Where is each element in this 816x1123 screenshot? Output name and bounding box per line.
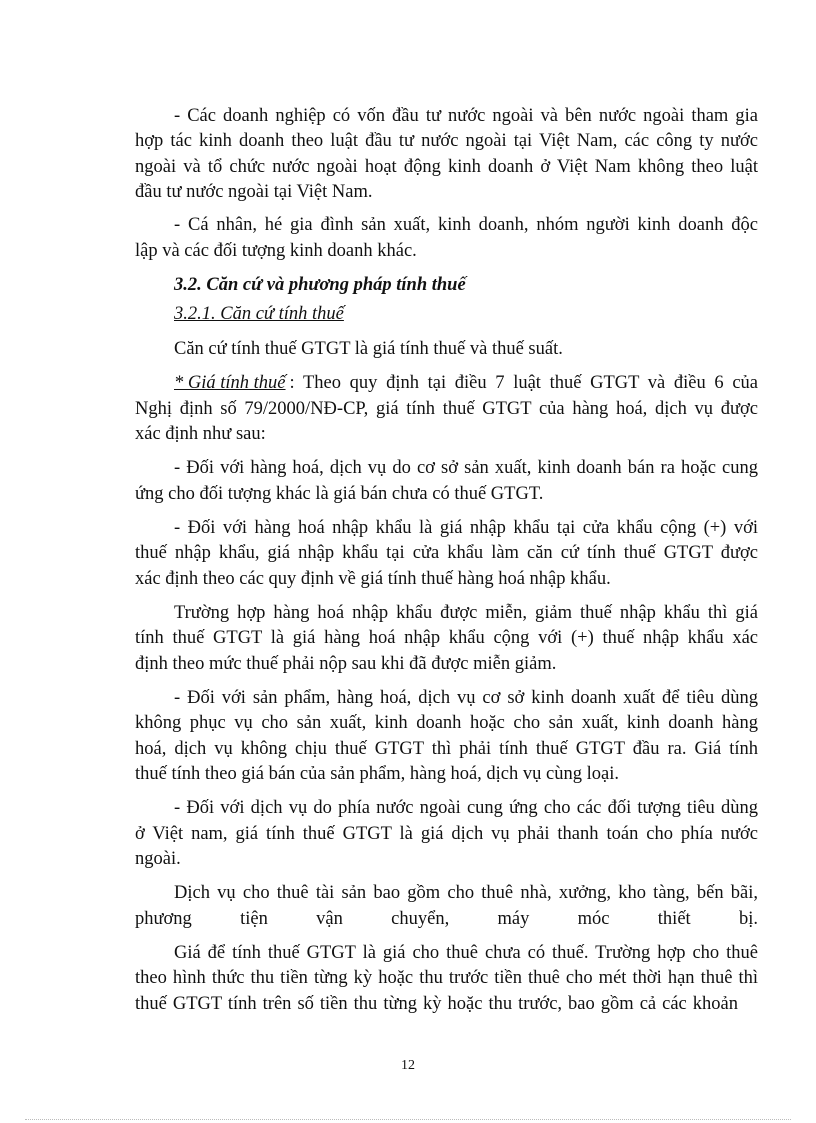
- paragraph-line: - Các doanh nghiệp có vốn đầu tư nước ngoài và bên nước ngoài tham gia: [174, 106, 758, 126]
- paragraph-line: lập và các đối tượng kinh doanh khác.: [135, 241, 417, 261]
- paragraph-line: xác định theo các quy định về giá tính thuế hàng hoá nhập khẩu.: [135, 569, 611, 589]
- subsection-heading: 3.2.1. Căn cứ tính thuế: [174, 304, 344, 324]
- paragraph-line: Dịch vụ cho thuê tài sản bao gồm cho thuê nhà, xưởng, kho tàng, bến bãi,: [174, 883, 758, 903]
- paragraph-line: ứng cho đối tượng khác là giá bán chưa có thuế GTGT.: [135, 484, 544, 504]
- paragraph-line: - Cá nhân, hé gia đình sản xuất, kinh doanh, nhóm người kinh doanh độc: [174, 215, 758, 235]
- paragraph-line: - Đối với hàng hoá, dịch vụ do cơ sở sản xuất, kinh doanh bán ra hoặc cung: [174, 458, 758, 478]
- page-number: 12: [401, 1058, 415, 1073]
- paragraph-line: - Đối với sản phẩm, hàng hoá, dịch vụ cơ sở kinh doanh xuất để tiêu dùng: [174, 688, 758, 708]
- paragraph-line: [174, 372, 758, 394]
- paragraph-line: ngoài và tổ chức nước ngoài hoạt động kinh doanh ở Việt Nam không theo luật: [135, 157, 758, 177]
- paragraph-text: : Theo quy định tại điều 7 luật thuế GTGT và điều 6 của: [289, 373, 758, 393]
- paragraph-line: định theo mức thuế phải nộp sau khi đã được miễn giảm.: [135, 654, 557, 674]
- paragraph-line: thuế GTGT tính trên số tiền thu từng kỳ hoặc thu trước, bao gồm cả các khoản: [135, 994, 738, 1014]
- paragraph-line: hoá, dịch vụ không chịu thuế GTGT thì phải tính thuế GTGT đầu ra. Giá tính: [135, 739, 758, 759]
- paragraph-line: hợp tác kinh doanh theo luật đầu tư nước ngoài tại Việt Nam, các công ty nước: [135, 131, 758, 151]
- paragraph-line: không phục vụ cho sản xuất, kinh doanh hoặc cho sản xuất, kinh doanh hàng: [135, 713, 758, 733]
- paragraph-line: xác định như sau:: [135, 424, 266, 444]
- bullet-label: * Giá tính thuế: [174, 373, 286, 393]
- page-divider: [25, 1119, 791, 1120]
- paragraph-line: Căn cứ tính thuế GTGT là giá tính thuế và thuế suất.: [174, 339, 563, 359]
- paragraph-line: - Đối với dịch vụ do phía nước ngoài cung ứng cho các đối tượng tiêu dùng: [174, 798, 758, 818]
- paragraph-line: thuế tính theo giá bán của sản phẩm, hàng hoá, dịch vụ cùng loại.: [135, 764, 619, 784]
- paragraph-line: ngoài.: [135, 849, 181, 869]
- paragraph-line: thuế nhập khẩu, giá nhập khẩu tại cửa khẩu làm căn cứ tính thuế GTGT được: [135, 543, 758, 563]
- paragraph-line: ở Việt nam, giá tính thuế GTGT là giá dịch vụ phải thanh toán cho phía nước: [135, 824, 758, 844]
- paragraph-line: đầu tư nước ngoài tại Việt Nam.: [135, 182, 373, 202]
- section-heading: 3.2. Căn cứ và phương pháp tính thuế: [174, 275, 466, 295]
- paragraph-line: Trường hợp hàng hoá nhập khẩu được miễn, giảm thuế nhập khẩu thì giá: [174, 603, 758, 623]
- paragraph-line: - Đối với hàng hoá nhập khẩu là giá nhập khẩu tại cửa khẩu cộng (+) với: [174, 518, 758, 538]
- paragraph-line: phương tiện vận chuyển, máy móc thiết bị.: [135, 909, 758, 929]
- paragraph-line: tính thuế GTGT là giá hàng hoá nhập khẩu cộng với (+) thuế nhập khẩu xác: [135, 628, 758, 648]
- paragraph-line: Giá để tính thuế GTGT là giá cho thuê chưa có thuế. Trường hợp cho thuê: [174, 943, 758, 963]
- paragraph-line: theo hình thức thu tiền từng kỳ hoặc thu trước tiền thuê cho mét thời hạn thuê thì: [135, 968, 758, 988]
- paragraph-line: Nghị định số 79/2000/NĐ-CP, giá tính thuế GTGT của hàng hoá, dịch vụ được: [135, 399, 758, 419]
